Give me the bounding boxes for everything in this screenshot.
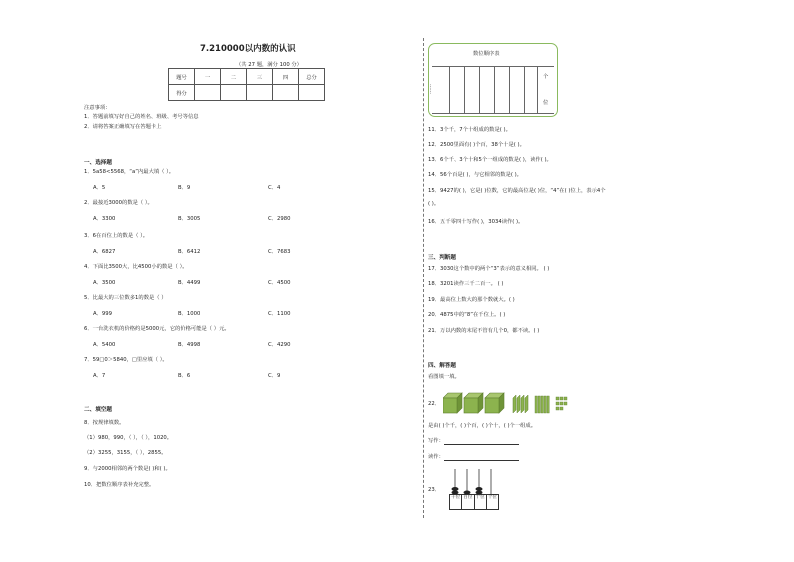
option[interactable]: B．9: [178, 185, 191, 191]
note-item: 1．答题前填写好自己的姓名、班级、考号等信息: [84, 114, 199, 120]
abacus-label: 十位: [475, 495, 487, 509]
option[interactable]: B．6: [178, 373, 191, 379]
question-text: 19．最高位上数大的那个数就大。( ): [428, 297, 515, 303]
table-line: [432, 66, 554, 67]
section-heading: 二、填空题: [84, 407, 112, 413]
subtitle: （共 27 题，满分 100 分）: [236, 62, 302, 68]
question-text: 13．6个千、3个十和5个一组成的数是( )，读作( )。: [428, 157, 552, 163]
abacus-label: 千位: [450, 495, 462, 509]
question-text: 是由( )个千，( )个百，( )个十，( )个一组成。: [428, 423, 537, 429]
question-text: 9．与2000相邻的两个数是( )和( )。: [84, 466, 171, 472]
question-text: 8．按规律填数。: [84, 420, 125, 426]
table-row: [169, 69, 325, 85]
question-text: 14．56个百是( )，与它相邻的数是( )。: [428, 172, 522, 178]
question-text: 12．2500里面有( )个百，38个十是( )。: [428, 142, 525, 148]
score-cell[interactable]: [247, 85, 273, 101]
note-item: 2．请将答案正确填写在答题卡上: [84, 124, 162, 130]
option[interactable]: A．6827: [93, 249, 116, 255]
option[interactable]: B．4499: [178, 280, 201, 286]
hundred-flat-icon: [513, 395, 528, 413]
question-text: 10．把数位顺序表补充完整。: [84, 482, 155, 488]
notes-heading: 注意事项：: [84, 105, 111, 111]
option[interactable]: C．4: [268, 185, 281, 191]
question-text: 7．59□0＞5840，□里应填（ ）。: [84, 357, 168, 363]
option[interactable]: A．7: [93, 373, 106, 379]
table-line: [464, 66, 465, 113]
table-cell: 二: [221, 69, 247, 85]
abacus-base: [449, 494, 499, 510]
page-title: 7.210000以内数的认识: [200, 44, 296, 54]
section-heading: 一、选择题: [84, 160, 112, 166]
option[interactable]: B．4998: [178, 342, 201, 348]
option[interactable]: C．1100: [268, 311, 291, 317]
question-text: （2）3255，3155，（ ），2855。: [84, 450, 167, 456]
question-number: 22．: [428, 401, 441, 407]
section-heading: 四、解答题: [428, 363, 456, 369]
base-ten-blocks: [443, 392, 583, 414]
question-text: ( )。: [428, 201, 440, 207]
thousand-cube-icon: [443, 393, 462, 413]
question-text: 4．下面比3500大，比4500小的数是（ ）。: [84, 264, 188, 270]
option[interactable]: C．9: [268, 373, 281, 379]
abacus-label: 个位: [487, 495, 497, 500]
question-text: 16．五千零四十写作( )，3034读作( )。: [428, 219, 524, 225]
question-text: 2．最接近3000的数是（ ）。: [84, 200, 153, 206]
score-cell[interactable]: [299, 85, 325, 101]
table-line: [479, 66, 480, 113]
option[interactable]: A．3300: [93, 216, 116, 222]
table-line: [524, 66, 525, 113]
question-text: 21．万以内数的末尾不管有几个0，都不读。( ): [428, 328, 540, 334]
score-table: [168, 68, 325, 101]
option[interactable]: A．5: [93, 185, 106, 191]
option[interactable]: A．999: [93, 311, 113, 317]
unit-cube-icon: [556, 397, 567, 410]
thousand-cube-icon: [485, 393, 504, 413]
table-line: [449, 66, 450, 113]
ten-rod-icon: [535, 396, 549, 413]
question-text: 3．6在百位上的数是（ ）。: [84, 233, 149, 239]
option[interactable]: B．3005: [178, 216, 201, 222]
write-row: [428, 438, 519, 445]
write-label: 写作：: [428, 438, 444, 444]
table-line: [509, 66, 510, 113]
question-text: 20．4875中的“8”在千位上。( ): [428, 312, 506, 318]
place-ones-label: 个: [543, 74, 549, 80]
table-cell: 一: [195, 69, 221, 85]
option[interactable]: C．4290: [268, 342, 291, 348]
table-line: [537, 66, 538, 113]
table-line: [432, 113, 554, 114]
question-number: 23．: [428, 487, 441, 493]
table-cell: 得分: [169, 85, 195, 101]
abacus-label: 百位: [462, 495, 474, 509]
question-text: 15．9427的( )，它是( )位数，它的最高位是( )位，“4”在( )位上，表示4个: [428, 188, 606, 194]
option[interactable]: A．3500: [93, 280, 116, 286]
table-line: [494, 66, 495, 113]
question-text: 5．比最大的三位数多1的数是（ ）: [84, 295, 167, 301]
question-text: 6．一台洗衣机的价格约是5000元，它的价格可能是（ ）元。: [84, 326, 230, 332]
table-cell: 三: [247, 69, 273, 85]
table-cell: 四: [273, 69, 299, 85]
table-cell: 总分: [299, 69, 325, 85]
place-dots: ……: [428, 84, 434, 94]
option[interactable]: C．4500: [268, 280, 291, 286]
place-ones-label: 位: [543, 100, 549, 106]
read-label: 读作：: [428, 454, 444, 460]
thousand-cube-icon: [464, 393, 483, 413]
score-cell[interactable]: [273, 85, 299, 101]
question-text: 11．3个千，7个十组成的数是( )。: [428, 127, 511, 133]
read-answer-line[interactable]: [444, 454, 519, 461]
question-text: （1）980，990，（ ），（ ），1020。: [84, 435, 173, 441]
abacus: [446, 466, 498, 510]
write-answer-line[interactable]: [444, 438, 519, 445]
read-row: [428, 454, 519, 461]
option[interactable]: B．6412: [178, 249, 201, 255]
place-value-table: [428, 43, 558, 117]
column-divider: [423, 38, 424, 518]
question-text: 18．3201读作三千二百一。 ( ): [428, 281, 504, 287]
section-heading: 三、判断题: [428, 255, 456, 261]
question-text: 1．5a58<5568，“a”内最大填（ ）。: [84, 169, 175, 175]
score-cell[interactable]: [195, 85, 221, 101]
place-table-title: 数位顺序表: [473, 51, 500, 57]
option[interactable]: A．5400: [93, 342, 116, 348]
score-cell[interactable]: [221, 85, 247, 101]
option[interactable]: C．7683: [268, 249, 291, 255]
table-cell: 题号: [169, 69, 195, 85]
option[interactable]: B．1000: [178, 311, 201, 317]
question-text: 看图填一填。: [428, 374, 460, 380]
question-text: 17．3030这个数中的两个“3”表示的意义相同。 ( ): [428, 266, 550, 272]
table-row: [169, 85, 325, 101]
option[interactable]: C．2980: [268, 216, 291, 222]
